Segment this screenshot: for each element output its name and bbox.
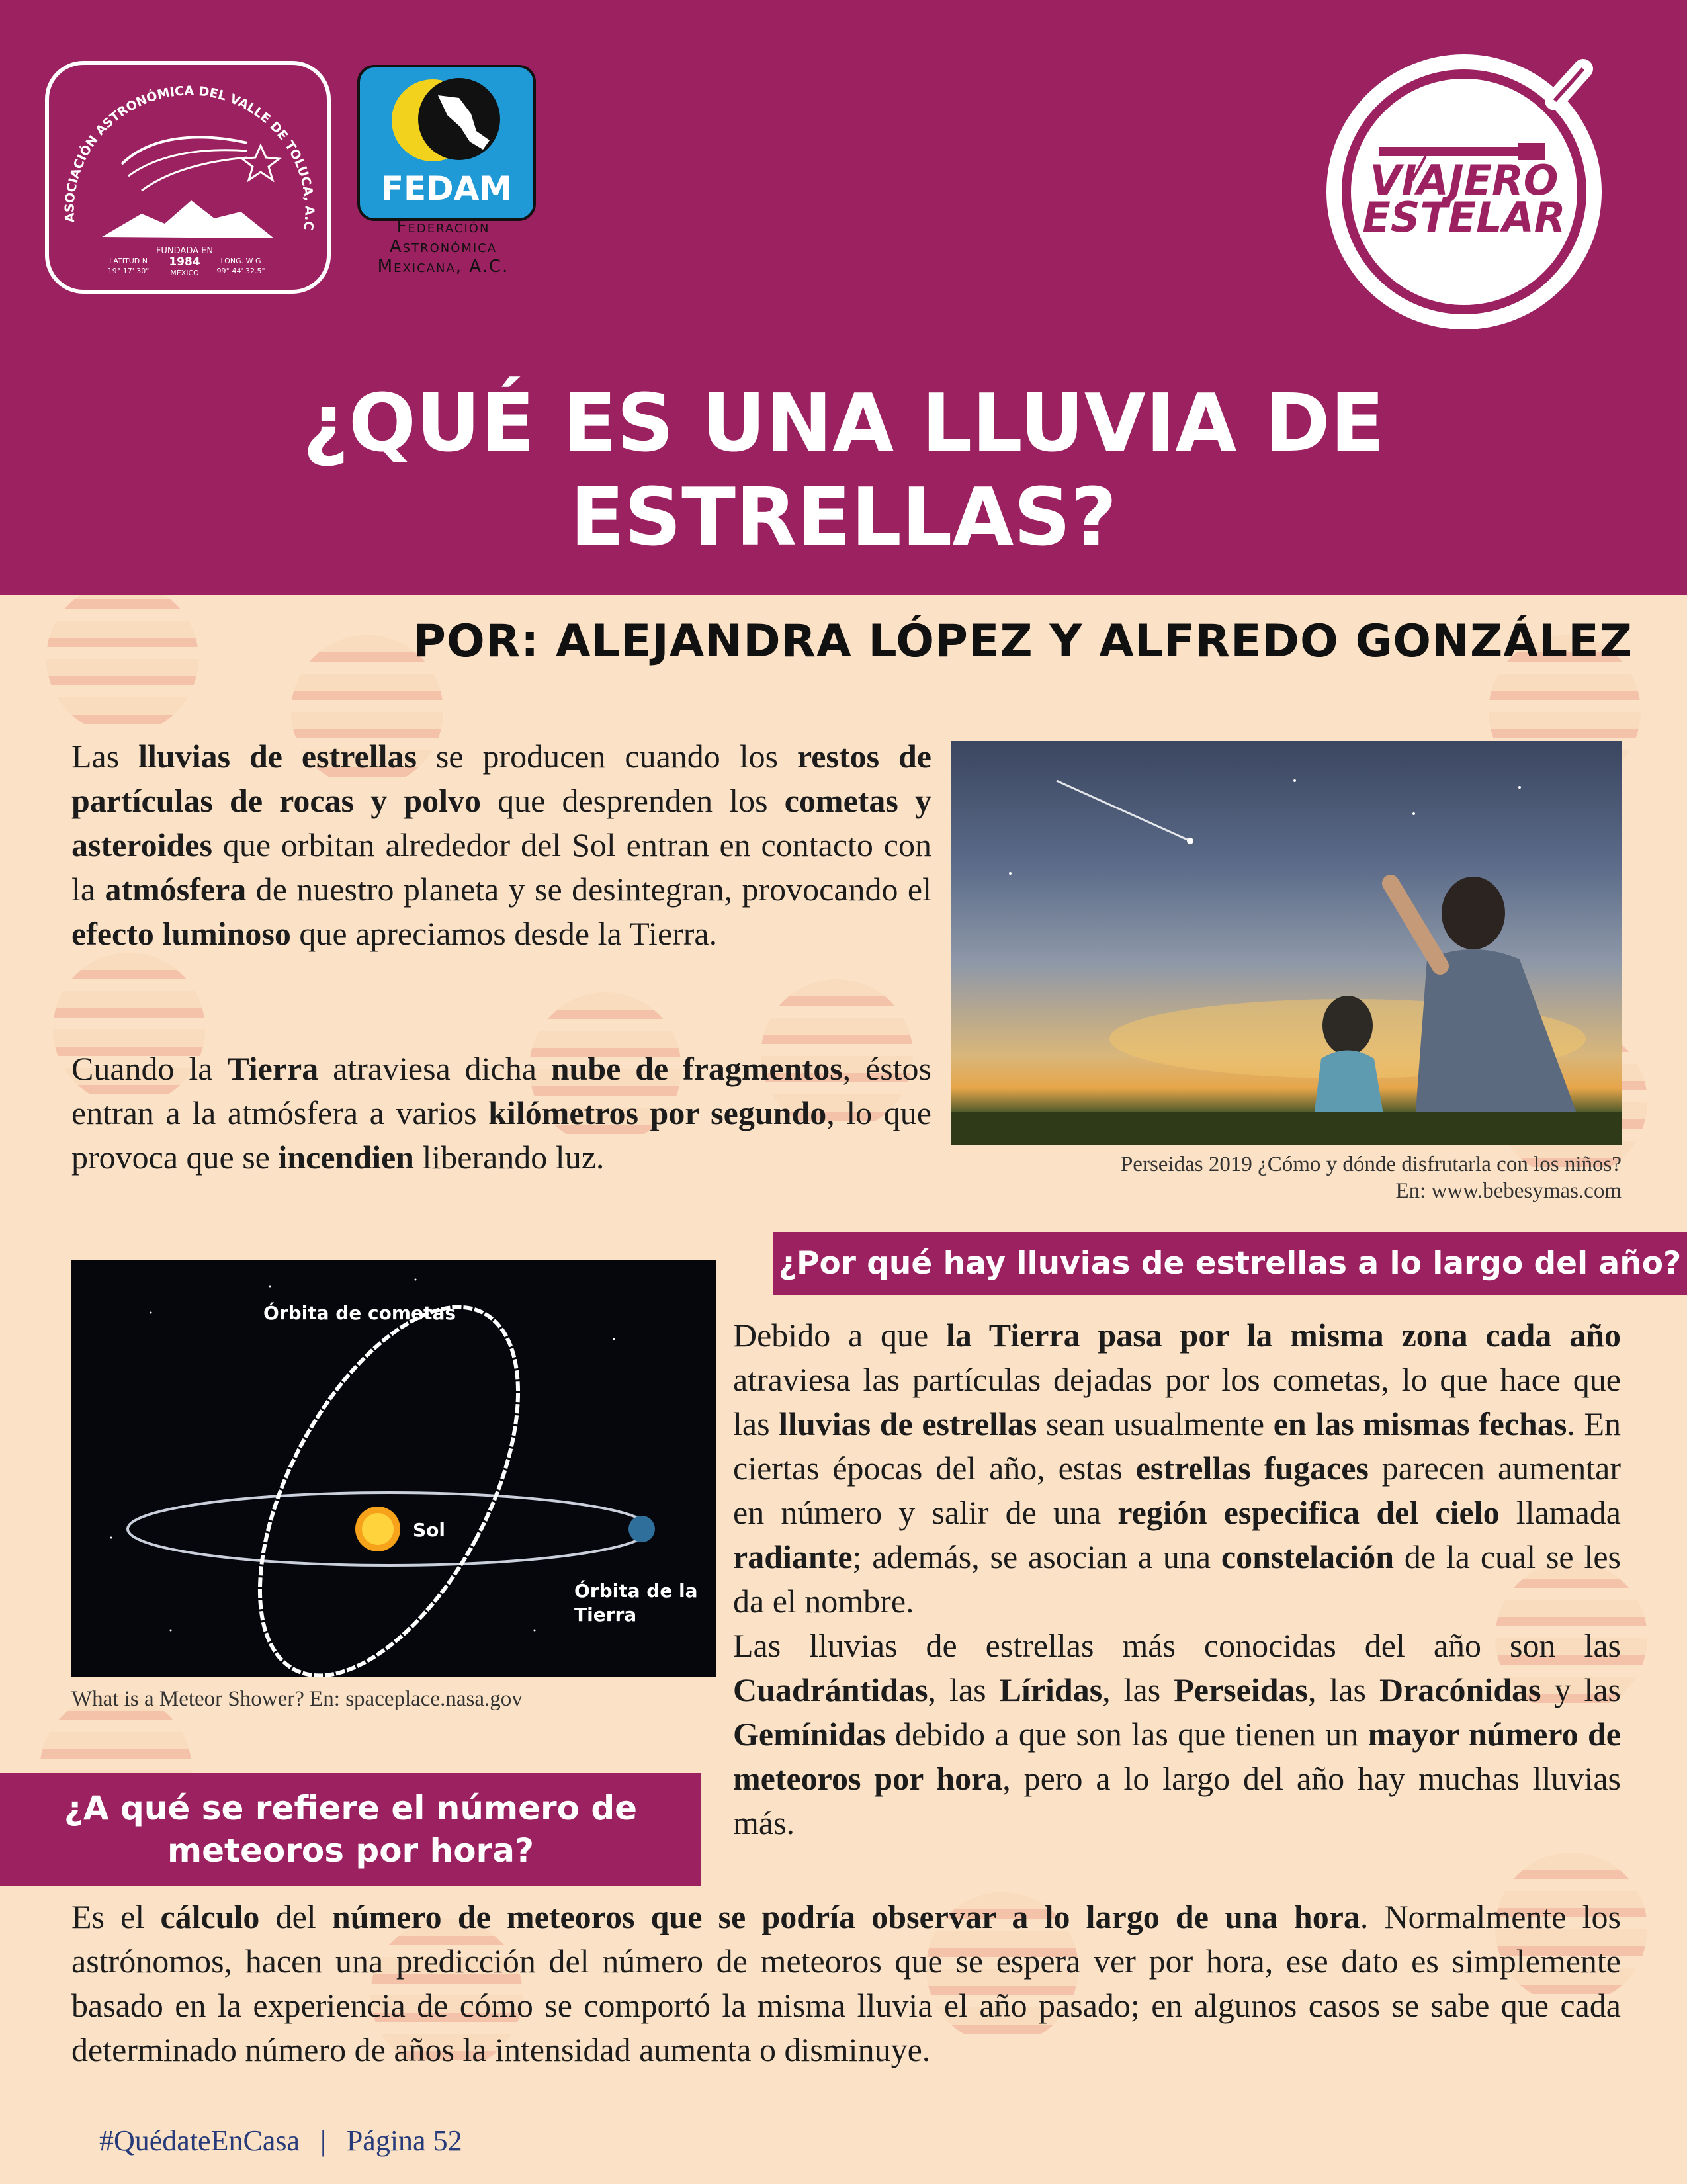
bold-text: efecto luminoso [71, 915, 291, 952]
asociacion-longitud: LONG. W G [220, 257, 261, 265]
bold-text: región especifica del cielo [1117, 1494, 1500, 1531]
stargazing-illustration-icon [951, 741, 1622, 1145]
viajero-estelar-logo [1326, 54, 1602, 329]
bold-text: nube de fragmentos [550, 1050, 843, 1087]
diagram-caption: What is a Meteor Shower? En: spaceplace.nasa.gov [71, 1687, 523, 1711]
asociacion-year: 1984 [169, 255, 200, 269]
footer-hashtag: #QuédateEnCasa [99, 2124, 300, 2157]
section-heading-numero-meteoros [0, 1773, 701, 1886]
section-heading-por-que [773, 1232, 1687, 1295]
viajero-line1: VIAJERO [1369, 156, 1559, 204]
fedam-line1: Federación [396, 217, 490, 237]
svg-text:ASOCIACIÓN ASTRONÓMICA DEL VAL [49, 65, 317, 231]
bold-text: cometas y asteroides [71, 782, 931, 863]
section1-paragraph-1: Debido a que la Tierra pasa por la misma zona cada año atraviesa las partículas dejadas por los cometas, lo que hace que las lluvias de estrellas sean usualmente en las mismas fechas. En ciertas épocas del año, estas estrellas fugaces parecen aumentar en número y salir de una región especifica del cielo llamada radiante; además, se asocian a una constelación de la cual se les da el nombre. [733, 1317, 1622, 1620]
bold-text: Dracónidas [1379, 1671, 1541, 1708]
asociacion-logo [45, 61, 331, 294]
diagram-sun-label: Sol [413, 1519, 445, 1541]
bold-text: cálculo [160, 1898, 260, 1935]
section2-heading-line2: meteoros por hora? [167, 1831, 534, 1870]
asociacion-emblem-icon [49, 65, 327, 290]
fedam-emblem-icon [360, 67, 533, 218]
intro-paragraph-2: Cuando la Tierra atraviesa dicha nube de fragmentos, éstos entran a la atmósfera a varios kilómetros por segundo, lo que provoca que se incendien liberando luz. [71, 1050, 932, 1176]
asociacion-longitud-value: 99° 44' 32.5" [216, 267, 265, 275]
orbits-diagram-icon [71, 1260, 716, 1677]
magnifier-telescope-icon [1326, 54, 1602, 329]
perseidas-photo [951, 741, 1622, 1145]
meteor-shower-diagram [71, 1260, 716, 1677]
diagram-earth-orbit-label-1: Órbita de la [574, 1580, 698, 1602]
bold-text: lluvias de estrellas [779, 1405, 1037, 1442]
bold-text: mayor número de meteoros por hora [733, 1716, 1621, 1797]
bold-text: radiante [733, 1538, 853, 1575]
bold-text: Gemínidas [733, 1716, 886, 1753]
asociacion-ring-text: ASOCIACIÓN ASTRONÓMICA DEL VALLE DE TOLUCA, A.C [62, 83, 317, 232]
asociacion-fundada: FUNDADA EN [155, 246, 214, 256]
fedam-logo [357, 65, 536, 221]
bold-text: Cuadrántidas [733, 1671, 928, 1708]
section1-paragraph-2: Las lluvias de estrellas más conocidas del año son las Cuadrántidas, las Líridas, las Perseidas, las Dracónidas y las Gemínidas debido a que son las que tienen un mayor número de meteoros por hora, pero a lo largo del año hay muchas lluvias más. [733, 1627, 1622, 1841]
bold-text: la Tierra pasa por la misma zona cada año [945, 1317, 1621, 1354]
asociacion-latitud: LATITUD N [109, 257, 148, 265]
section1-heading: ¿Por qué hay lluvias de estrellas a lo largo del año? [778, 1245, 1682, 1282]
bold-text: atmósfera [105, 871, 247, 908]
diagram-comet-orbit-label: Órbita de cometas [263, 1302, 456, 1324]
photo-caption [951, 1151, 1622, 1204]
asociacion-pais: MÉXICO [170, 269, 199, 277]
diagram-earth-orbit-label-2: Tierra [574, 1604, 637, 1626]
bold-text: incendien [278, 1139, 414, 1176]
fedam-name: FEDAM [380, 169, 513, 208]
bold-text: lluvias de estrellas [138, 738, 417, 775]
fedam-line3: Mexicana, A.C. [377, 257, 509, 277]
photo-caption-line1: Perseidas 2019 ¿Cómo y dónde disfrutarla con los niños? [1120, 1153, 1622, 1176]
bold-text: constelación [1221, 1538, 1395, 1575]
bold-text: en las mismas fechas [1273, 1405, 1567, 1442]
title-line2: ESTRELLAS? [570, 472, 1117, 564]
bold-text: Perseidas [1174, 1671, 1308, 1708]
bold-text: Tierra [227, 1050, 319, 1087]
section2-heading-line1: ¿A qué se refiere el número de [64, 1789, 638, 1827]
title-line1: ¿QUÉ ES UNA LLUVIA DE [302, 378, 1385, 470]
page-title [198, 377, 1489, 565]
bold-text: estrellas fugaces [1135, 1450, 1369, 1487]
author-byline: POR: ALEJANDRA LÓPEZ Y ALFREDO GONZÁLEZ [413, 615, 1633, 668]
footer-page-number: Página 52 [346, 2124, 462, 2157]
bold-text: kilómetros por segundo [488, 1094, 827, 1131]
viajero-line2: ESTELAR [1362, 193, 1566, 241]
header-banner [0, 0, 1687, 595]
bold-text: número de meteoros que se podría observar a lo largo de una hora [331, 1898, 1360, 1935]
bold-text: restos de partículas de rocas y polvo [71, 738, 931, 819]
fedam-subtitle [344, 217, 542, 277]
fedam-line2: Astronómica [389, 237, 497, 257]
bold-text: Líridas [999, 1671, 1103, 1708]
asociacion-latitud-value: 19° 17' 30" [107, 267, 150, 275]
photo-caption-line2: En: www.bebesymas.com [1395, 1179, 1622, 1203]
footer-separator: | [320, 2124, 326, 2157]
intro-paragraph-1: Las lluvias de estrellas se producen cuando los restos de partículas de rocas y polvo que desprenden los cometas y asteroides que orbitan alrededor del Sol entran en contacto con la atmósfera de nuestro planeta y se desintegran, provocando el efecto luminoso que apreciamos desde la Tierra. [71, 738, 932, 952]
section2-paragraph: Es el cálculo del número de meteoros que se podría observar a lo largo de una hora. Normalmente los astrónomos, hacen una predicción del número de meteoros que se espera ver por hora, ese dato es simplemente basado en la experiencia de cómo se comportó la misma lluvia el año pasado; en algunos casos se sabe que cada determinado número de años la intensidad aumenta o disminuye. [71, 1898, 1621, 2068]
page-footer [99, 2124, 462, 2158]
